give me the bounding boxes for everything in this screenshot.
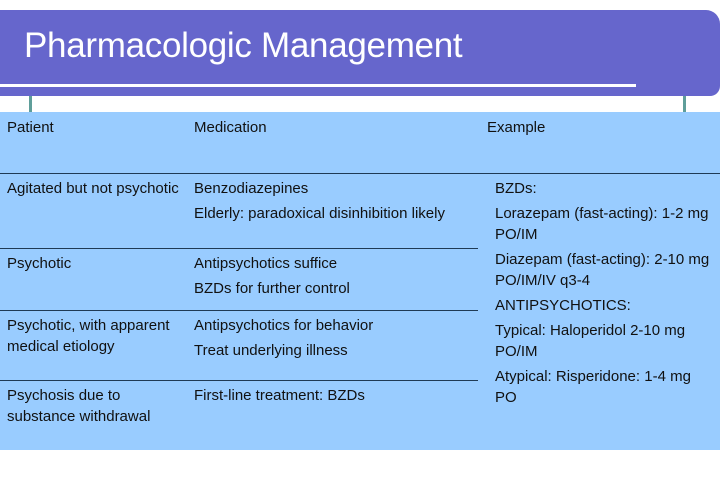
row-divider-2 xyxy=(0,310,478,311)
medication-line: BZDs for further control xyxy=(194,280,350,297)
patient-cell-3: Psychotic, with apparent medical etiology xyxy=(7,317,170,355)
medication-cell-3 xyxy=(194,315,474,365)
patient-cell-2: Psychotic xyxy=(7,255,72,272)
slide-title: Pharmacologic Management xyxy=(24,26,463,65)
header-example: Example xyxy=(487,119,546,136)
header-medication: Medication xyxy=(194,119,267,136)
example-line: ANTIPSYCHOTICS: xyxy=(495,297,631,314)
medication-line: Treat underlying illness xyxy=(194,342,348,359)
example-line: Atypical: Risperidone: 1-4 mg PO xyxy=(495,368,691,406)
medication-cell-2 xyxy=(194,253,474,303)
row-divider-1 xyxy=(0,248,478,249)
medication-line: Antipsychotics suffice xyxy=(194,255,338,272)
example-line: Diazepam (fast-acting): 2-10 mg PO/IM/IV q3-4 xyxy=(495,251,710,289)
medication-line: First-line treatment: BZDs xyxy=(194,387,365,404)
header-divider xyxy=(0,173,720,174)
medication-cell-4 xyxy=(194,385,474,410)
example-line: Typical: Haloperidol 2-10 mg PO/IM xyxy=(495,322,686,360)
row-divider-3 xyxy=(0,380,478,381)
title-underline xyxy=(0,84,636,87)
header-patient: Patient xyxy=(7,119,54,136)
example-line: Lorazepam (fast-acting): 1-2 mg PO/IM xyxy=(495,205,709,243)
patient-cell-4: Psychosis due to substance withdrawal xyxy=(7,387,151,425)
medication-line: Antipsychotics for behavior xyxy=(194,317,374,334)
management-table xyxy=(0,112,720,450)
medication-cell-1 xyxy=(194,178,474,228)
decorative-tick-right xyxy=(683,96,686,113)
medication-line: Elderly: paradoxical disinhibition likely xyxy=(194,205,445,222)
example-cell xyxy=(495,178,715,412)
patient-cell-1: Agitated but not psychotic xyxy=(7,180,179,197)
decorative-tick-left xyxy=(29,96,32,113)
medication-line: Benzodiazepines xyxy=(194,180,309,197)
title-bar xyxy=(0,10,720,96)
example-line: BZDs: xyxy=(495,180,537,197)
